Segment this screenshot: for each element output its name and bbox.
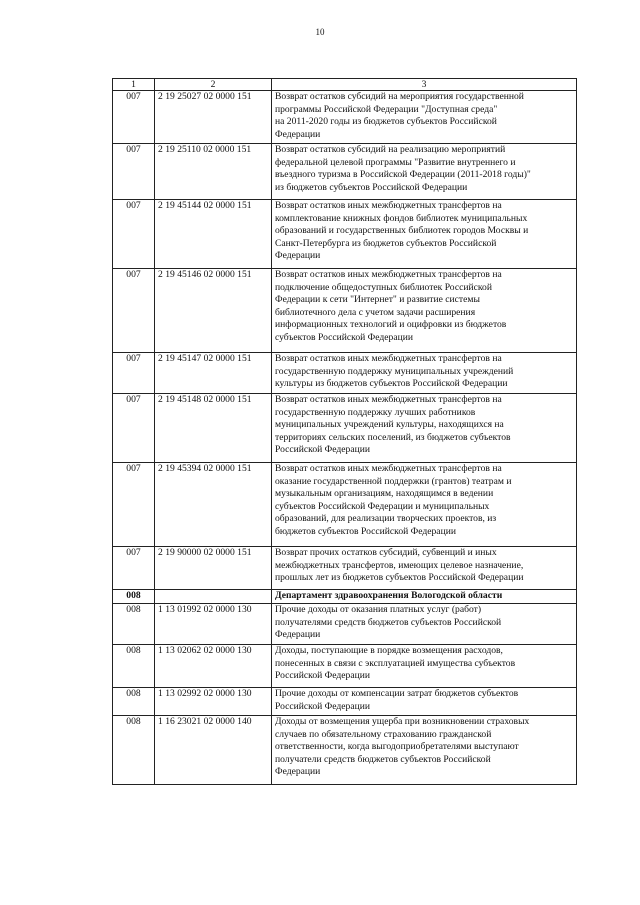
description-line: Российской Федерации — [275, 670, 370, 682]
table-row — [113, 547, 577, 590]
description-cell — [272, 200, 577, 269]
description-line: Доходы, поступающие в порядке возмещения расходов, — [275, 645, 503, 656]
description-line: Прочие доходы от оказания платных услуг (работ) — [275, 604, 482, 615]
admin-code-cell: 007 — [113, 463, 155, 547]
description-line: Прочие доходы от компенсации затрат бюджетов субъектов — [275, 688, 519, 699]
description-line: Возврат остатков иных межбюджетных трансфертов на — [275, 394, 502, 405]
table-row — [113, 645, 577, 688]
description-line: Федерации к сети "Интернет" и развитие системы — [275, 294, 480, 306]
table-row — [113, 200, 577, 269]
description-line: бюджетов субъектов Российской Федерации — [275, 525, 456, 537]
description-line: Департамент здравоохранения Вологодской области — [275, 590, 503, 601]
description-line: на 2011-2020 годы из бюджетов субъектов Российской — [275, 116, 497, 128]
column-header-3: 3 — [272, 79, 577, 91]
budget-code-cell: 2 19 45144 02 0000 151 — [155, 200, 272, 269]
admin-code-cell: 007 — [113, 144, 155, 200]
description-cell — [272, 269, 577, 353]
description-cell — [272, 590, 577, 604]
description-cell — [272, 353, 577, 394]
description-line: территориях сельских поселений, из бюджетов субъектов — [275, 431, 511, 443]
description-line: Возврат остатков иных межбюджетных трансфертов на — [275, 353, 502, 364]
admin-code-cell: 007 — [113, 394, 155, 463]
column-header-1: 1 — [113, 79, 155, 91]
admin-code-cell: 008 — [113, 716, 155, 785]
admin-code-cell: 008 — [113, 590, 155, 604]
description-line: образований и государственных библиотек городов Москвы и — [275, 225, 529, 237]
description-line: Возврат остатков иных межбюджетных трансфертов на — [275, 269, 502, 280]
description-line: Федерации — [275, 250, 321, 262]
description-cell — [272, 688, 577, 716]
admin-code-cell: 008 — [113, 688, 155, 716]
description-line: Возврат прочих остатков субсидий, субвенций и иных — [275, 547, 497, 558]
description-cell — [272, 716, 577, 785]
description-line: въездного туризма в Российской Федерации (2011-2018 годы)" — [275, 169, 531, 181]
description-line: оказание государственной поддержки (грантов) театрам и — [275, 475, 512, 487]
description-line: подключение общедоступных библиотек Российской — [275, 281, 492, 293]
description-line: Возврат остатков иных межбюджетных трансфертов на — [275, 463, 502, 474]
table-header-row — [113, 79, 577, 91]
budget-code-cell: 1 13 02992 02 0000 130 — [155, 688, 272, 716]
table-row — [113, 604, 577, 645]
table-row — [113, 688, 577, 716]
description-line: прошлых лет из бюджетов субъектов Российской Федерации — [275, 572, 524, 584]
budget-code-cell: 1 16 23021 02 0000 140 — [155, 716, 272, 785]
budget-code-cell: 2 19 25110 02 0000 151 — [155, 144, 272, 200]
budget-code-cell: 1 13 01992 02 0000 130 — [155, 604, 272, 645]
budget-code-cell — [155, 590, 272, 604]
description-line: государственную поддержку лучших работников — [275, 406, 476, 418]
table-row — [113, 463, 577, 547]
description-line: Федерации — [275, 128, 321, 140]
page-number: 10 — [315, 27, 325, 37]
admin-code-cell: 007 — [113, 269, 155, 353]
budget-code-cell: 2 19 45148 02 0000 151 — [155, 394, 272, 463]
description-line: Федерации — [275, 629, 321, 641]
description-line: Санкт-Петербурга из бюджетов субъектов Российской — [275, 237, 497, 249]
description-line: Российской Федерации — [275, 444, 370, 456]
table-row — [113, 144, 577, 200]
description-cell — [272, 547, 577, 590]
description-line: Федерации — [275, 766, 321, 778]
description-line: муниципальных учреждений культуры, находящихся на — [275, 419, 504, 431]
budget-code-cell: 2 19 45394 02 0000 151 — [155, 463, 272, 547]
admin-code-cell: 007 — [113, 91, 155, 144]
description-cell — [272, 645, 577, 688]
description-cell — [272, 144, 577, 200]
table-body — [113, 79, 577, 785]
budget-code-cell: 2 19 90000 02 0000 151 — [155, 547, 272, 590]
description-line: культуры из бюджетов субъектов Российской Федерации — [275, 378, 508, 390]
table-row — [113, 716, 577, 785]
admin-code-cell: 008 — [113, 604, 155, 645]
description-line: Доходы от возмещения ущерба при возникновении страховых — [275, 716, 530, 727]
description-line: федеральной целевой программы "Развитие внутреннего и — [275, 156, 516, 168]
description-line: субъектов Российской Федерации — [275, 331, 413, 343]
budget-code-cell: 2 19 25027 02 0000 151 — [155, 91, 272, 144]
description-cell — [272, 463, 577, 547]
description-line: библиотечного дела с учетом задачи расширения — [275, 306, 476, 318]
description-line: субъектов Российской Федерации и муниципальных — [275, 500, 490, 512]
revenue-codes-table — [112, 78, 577, 785]
table-row — [113, 269, 577, 353]
admin-code-cell: 008 — [113, 645, 155, 688]
description-line: комплектование книжных фондов библиотек муниципальных — [275, 212, 528, 224]
description-line: понесенных в связи с эксплуатацией имущества субъектов — [275, 657, 516, 669]
description-line: получателями средств бюджетов субъектов Российской — [275, 616, 502, 628]
admin-code-cell: 007 — [113, 200, 155, 269]
description-line: Российской Федерации — [275, 700, 370, 712]
description-cell — [272, 91, 577, 144]
description-line: получатели средств бюджетов субъектов Российской — [275, 753, 491, 765]
column-header-2: 2 — [155, 79, 272, 91]
description-line: случаев по обязательному страхованию гражданской — [275, 728, 492, 740]
description-line: ответственности, когда выгодоприобретателями выступают — [275, 741, 519, 753]
description-line: Возврат остатков субсидий на мероприятия государственной — [275, 91, 524, 102]
description-line: Возврат остатков иных межбюджетных трансфертов на — [275, 200, 502, 211]
description-cell — [272, 604, 577, 645]
description-line: государственную поддержку муниципальных учреждений — [275, 365, 514, 377]
budget-code-cell: 2 19 45147 02 0000 151 — [155, 353, 272, 394]
table-row — [113, 353, 577, 394]
description-line: информационных технологий и оцифровки из бюджетов — [275, 319, 507, 331]
admin-code-cell: 007 — [113, 353, 155, 394]
budget-code-cell: 1 13 02062 02 0000 130 — [155, 645, 272, 688]
table-row — [113, 394, 577, 463]
description-line: из бюджетов субъектов Российской Федерации — [275, 181, 468, 193]
admin-code-cell: 007 — [113, 547, 155, 590]
description-line: Возврат остатков субсидий на реализацию мероприятий — [275, 144, 506, 155]
description-line: музыкальным организациям, находящимся в ведении — [275, 488, 494, 500]
table-row — [113, 91, 577, 144]
description-line: программы Российской Федерации "Доступная среда" — [275, 103, 498, 115]
description-line: межбюджетных трансфертов, имеющих целевое назначение, — [275, 559, 524, 571]
budget-code-cell: 2 19 45146 02 0000 151 — [155, 269, 272, 353]
section-row — [113, 590, 577, 604]
description-cell — [272, 394, 577, 463]
description-line: образований, для реализации творческих проектов, из — [275, 513, 497, 525]
